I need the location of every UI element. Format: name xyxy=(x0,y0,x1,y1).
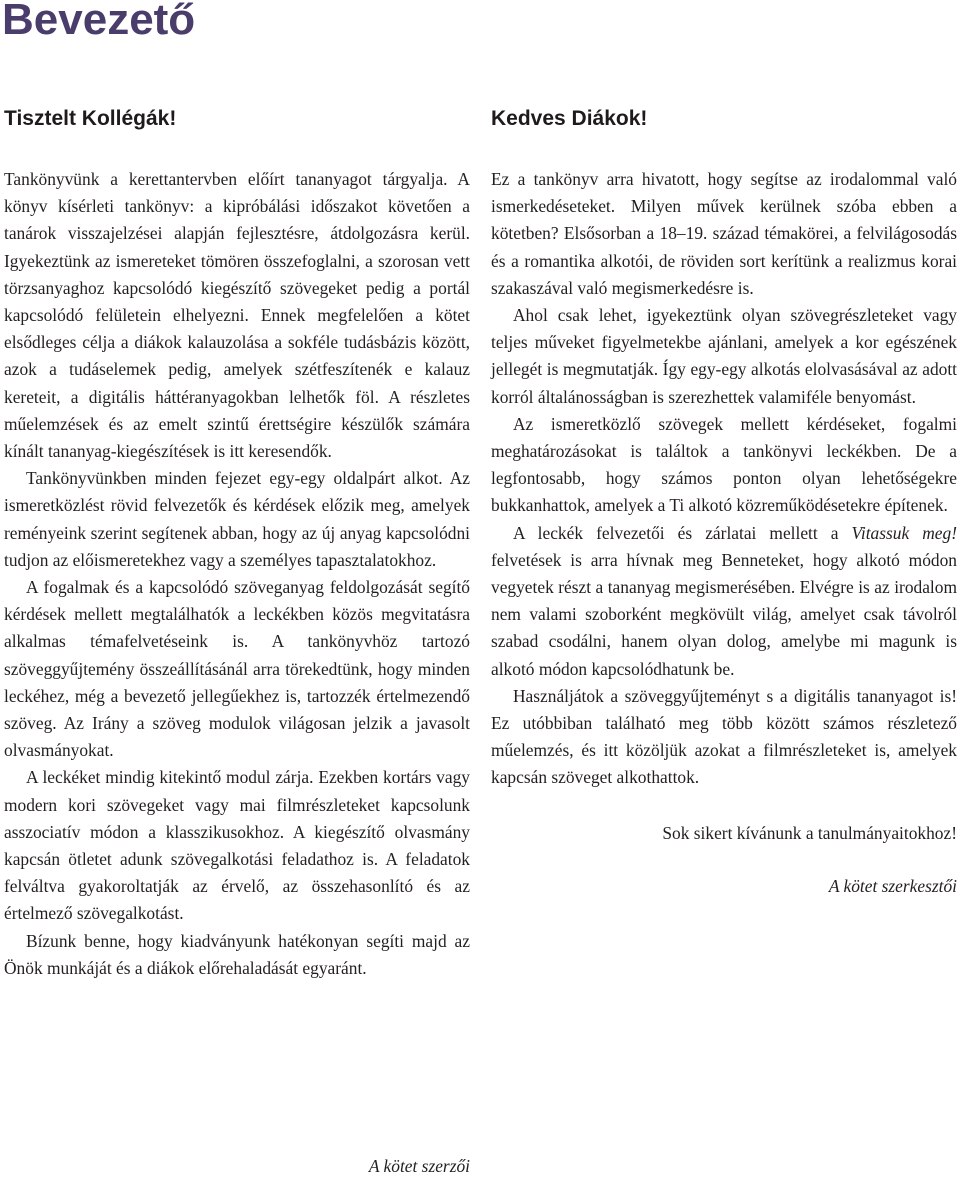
closing-wish: Sok sikert kívánunk a tanulmányaitokhoz! xyxy=(662,822,957,843)
vitassuk-meg-title: Vitassuk meg! xyxy=(851,522,957,543)
authors-signature: A kötet szerzői xyxy=(368,1156,470,1176)
teachers-heading: Tisztelt Kollégák! xyxy=(4,107,177,130)
paragraph-text: felvetések is arra hívnak meg Benneteket, hogy alkotó módon vegyetek részt a tananyag megismerésében. Elvégre is az irodalom nem valami szoborként megkövült világ, amelyet csak távolról szabad csodálni, hanem olyan dolog, amelybe mi magunk is alkotó módon kapcsolódhatunk be. xyxy=(491,549,957,679)
teachers-column xyxy=(4,104,470,982)
teachers-paragraph: Tankönyvünkben minden fejezet egy-egy oldalpárt alkot. Az ismeretközlést rövid felvezetők és kérdések előzik meg, amelyek reményeink szerint segítenek abban, hogy az új anyag kapcsolódni tudjon az előismeretekhez vagy a személyes tapasztalatokhoz. xyxy=(4,468,470,570)
students-paragraph: Ahol csak lehet, igyekeztünk olyan szövegrészleteket vagy teljes műveket figyelmetekbe ajánlani, amelyek a kor egészének jellegét is megmutatják. Így egy-egy alkotás elolvasásával az adott korról általánosságban is szerezhettek valamiféle benyomást. xyxy=(491,305,957,407)
page-title: Bevezető xyxy=(2,0,196,44)
teachers-paragraph: Bízunk benne, hogy kiadványunk hatékonyan segíti majd az Önök munkáját és a diákok előrehaladását egyaránt. xyxy=(4,930,470,978)
editors-signature: A kötet szerkesztői xyxy=(828,875,957,896)
students-paragraph: Használjátok a szöveggyűjteményt s a digitális tananyagot is! Ez utóbbiban található meg több között számos részletező műelemzés, és itt közöljük azokat a filmrészleteket is, amelyek kapcsán szöveget alkothattok. xyxy=(491,685,957,788)
teachers-paragraph: A fogalmak és a kapcsolódó szöveganyag feldolgozását segítő kérdések mellett megtalálhatók a leckékben közös megvitatásra alkalmas témafelvetéseink is. A tankönyvhöz tartozó szöveggyűjtemény összeállításánál arra törekedtünk, hogy minden leckéhez, még a bevezető jellegűekhez is, tartozzék értelmezendő szöveg. Az Irány a szöveg modulok világosan jelzik a javasolt olvasmányokat. xyxy=(4,577,470,761)
paragraph-text: A leckék felvezetői és zárlatai mellett a xyxy=(513,522,852,543)
teachers-paragraph: A leckéket mindig kitekintő modul zárja. Ezekben kortárs vagy modern kori szövegeket vagy mai filmrészleteket kapcsolunk asszociatív módon a klasszikusokhoz. A kiegészítő olvasmány kapcsán ötletet adunk szövegalkotási feladathoz is. A feladatok felváltva gyakoroltatják az érvelő, az összehasonlító és az értelmező szövegalkotást. xyxy=(4,767,470,924)
students-paragraph: Az ismeretközlő szövegek mellett kérdéseket, fogalmi meghatározásokat is találtok a tankönyvi leckékben. De a legfontosabb, hogy számos ponton olyan lehetőségekre bukkanhattok, amelyek a Ti alkotó közreműködésetekre építenek. xyxy=(491,413,957,516)
students-column xyxy=(491,104,957,900)
students-heading: Kedves Diákok! xyxy=(491,107,648,130)
students-paragraph: Ez a tankönyv arra hivatott, hogy segítse az irodalommal való ismerkedéseteket. Milyen művek kerülnek szóba ebben a kötetben? Elsősorban a 18–19. század témakörei, a felvilágosodás és a romantika alkotói, de röviden sort kerítünk a realizmus korai szakaszával való megismerkedésre is. xyxy=(491,169,957,298)
students-paragraph xyxy=(491,520,957,683)
teachers-paragraph: Tankönyvünk a kerettantervben előírt tananyagot tárgyalja. A könyv kísérleti tankönyv: a kipróbálási időszakot követően a tanárok visszajelzései alapján fejlesztésre, átdolgozásra kerül. Igyekeztünk az ismereteket tömören összefoglalni, a szorosan vett törzsanyaghoz kapcsolódó kiegészítő szövegeket pedig a portál kapcsolódó felületein elhelyezni. Ennek megfelelően a kötet elsődleges célja a diákok kalauzolása a sokféle tudásbázis között, azok a tudáselemek pedig, amelyek szétfeszítenék e kalauz kereteit, a digitális háttéranyagokban lelhetők föl. A részletes műelemzések és az emelt szintű érettségire készülők számára kínált tananyag-kiegészítések is itt keresendők. xyxy=(4,169,470,462)
